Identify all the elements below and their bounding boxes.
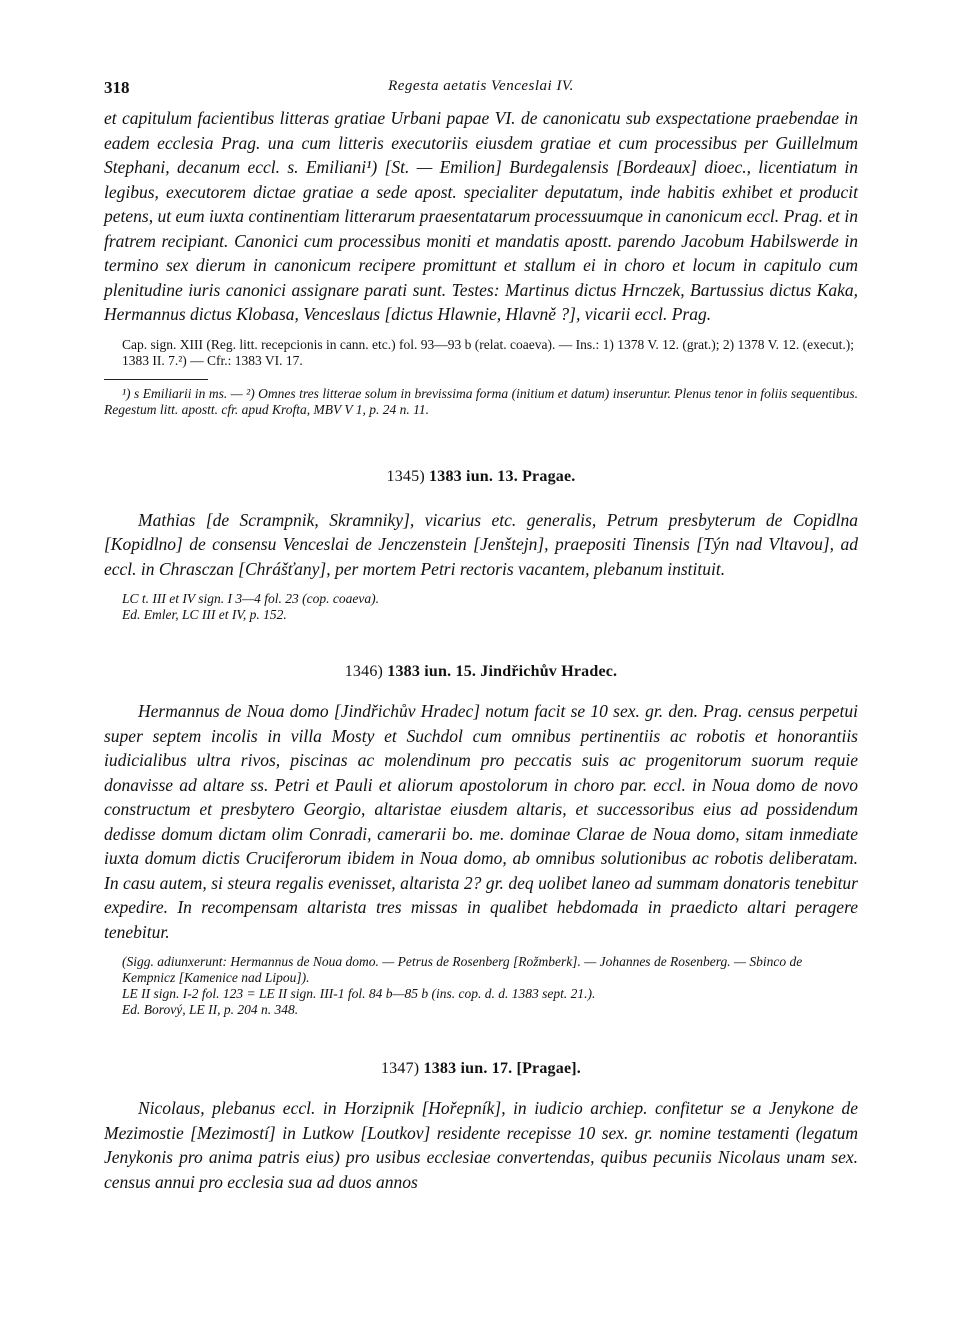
entry-number: 1346) — [344, 663, 384, 680]
entry-prev-sources — [122, 337, 858, 369]
page-header — [104, 72, 858, 106]
footnote-divider — [104, 379, 208, 380]
source-line: Ed. Borový, LE II, p. 204 n. 348. — [122, 1002, 299, 1017]
entry-1345-sources — [122, 591, 858, 623]
footnote: ¹) s Emiliarii in ms. — ²) Omnes tres litterae solum in brevissima forma (initium et datum) inseruntur. Plenus tenor in foliis sequentibus. Regestum litt. apostt. cfr. apud Krofta, MBV V 1, p. 24 n. 11. — [104, 385, 858, 417]
entry-number: 1345) — [386, 467, 425, 485]
source-line: LC t. III et IV sign. I 3—4 fol. 23 (cop. coaeva). — [122, 591, 379, 606]
entry-prev-text: et capitulum facientibus litteras gratiae Urbani papae VI. de canonicatu sub exspectatione praebendae in eadem ecclesia Prag. una cum litteris executoriis eiusdem gratiae et cum processibus per Guillelmum Stephani, decanum eccl. s. Emiliani¹) [St. — Emilion] Burdegalensis [Bordeaux] dioec., licentiatum in legibus, executorem dictae gratiae a sede apost. specialiter deputatum, inde habitis exhibet et producit petens, ut eum iuxta continentiam litterarum praesentatarum processuumque in canonicum eccl. Prag. et in fratrem recipiant. Canonici cum processibus moniti et mandatis apostt. parendo Jacobum Habilswerde in termino sex dierum in canonicum recipere promittunt et stallum ei in choro et locum in capitulo cum plenitudine iuris canonici assignare parati sunt. Testes: Martinus dictus Hrnczek, Bartussius dictus Kaka, Hermannus dictus Klobasa, Venceslaus [dictus Hlawnie, Hlavně ?], vicarii eccl. Prag. — [104, 108, 858, 324]
running-title: Regesta aetatis Venceslai IV. — [388, 78, 574, 94]
entry-date-place: 1383 iun. 17. [Pragae]. — [423, 1060, 581, 1077]
source-line: LE II sign. I-2 fol. 123 = LE II sign. III-1 fol. 84 b—85 b (ins. cop. d. d. 1383 sept. 21.). — [122, 986, 596, 1001]
source-line: (Sigg. adiunxerunt: Hermannus de Noua domo. — Petrus de Rosenberg [Rožmberk]. — Johannes de Rosenberg. — Sbinco de Kempnicz [Kamenice nad Lipou]). — [122, 954, 803, 985]
entry-heading-1345 — [104, 468, 858, 486]
entry-heading-1347 — [104, 1060, 858, 1078]
entry-1346-sources — [122, 954, 858, 1018]
entry-number: 1347) — [380, 1060, 420, 1077]
entry-date-place: 1383 iun. 15. Jindřichův Hradec. — [387, 663, 618, 680]
entry-1346-text: Hermannus de Noua domo [Jindřichův Hradec] notum facit se 10 sex. gr. den. Prag. census perpetui super septem incolis in villa Mosty et Suchdol cum omnibus pertinentiis ac robotis et honorantiis iudicialibus ultra rivos, piscinas ac molendinum pro peccatis suis ac progenitorum suorum requie donavisse ad altare ss. Petri et Pauli et aliorum apostolorum in choro par. eccl. in Noua domo de novo constructum et presbytero Georgio, altaristae eiusdem altaris, et successoribus eius ad possidendum dedisse domum dictam olim Conradi, camerarii bo. me. dominae Clarae de Noua domo, sitam inmediate iuxta domum dictis Cruciferorum ibidem in Noua domo, ab omnibus solutionibus ac robotis deliberatam. In casu autem, si steura regalis evenisset, altarista 2? gr. deq uolibet laneo ad summam donatoris tenebitur expedire. In recompensam altarista tres missas in qualibet hebdomada in praedicto altari peragere tenebitur. — [104, 701, 858, 942]
entry-date-place: 1383 iun. 13. Pragae. — [429, 467, 576, 485]
source-line: Cap. sign. XIII (Reg. litt. recepcionis in cann. etc.) fol. 93—93 b (relat. coaeva). — Ins.: 1) 1378 V. 12. (grat.); 2) 1378 V. 12. (execut.); 1383 II. 7.²) — Cfr.: 1383 VI. 17. — [122, 336, 854, 368]
entry-1345-text: Mathias [de Scrampnik, Skramniky], vicarius etc. generalis, Petrum presbyterum de Copidlna [Kopidlno] de consensu Venceslai de Jenczenstein [Jenštejn], praepositi Tinensis [Týn nad Vltavou], ad eccl. in Chrasczan [Chrášťany], per mortem Petri rectoris vacantem, plebanum instituit. — [104, 509, 858, 579]
source-line: Ed. Emler, LC III et IV, p. 152. — [122, 607, 287, 622]
entry-heading-1346 — [104, 663, 858, 681]
entry-1347-text: Nicolaus, plebanus eccl. in Horzipnik [Hořepník], in iudicio archiep. confitetur se a Jenykone de Mezimostie [Mezimostí] in Lutkow [Loutkov] residente recepisse 10 sex. gr. nomine testamenti (legatum Jenykonis pro anima patris eius) pro usibus ecclesiae convertendas, quibus pecuniis Nicolaus unam sex. census annui pro ecclesia sua ad duos annos — [104, 1098, 858, 1192]
page-number: 318 — [104, 78, 130, 97]
page — [104, 72, 858, 1194]
